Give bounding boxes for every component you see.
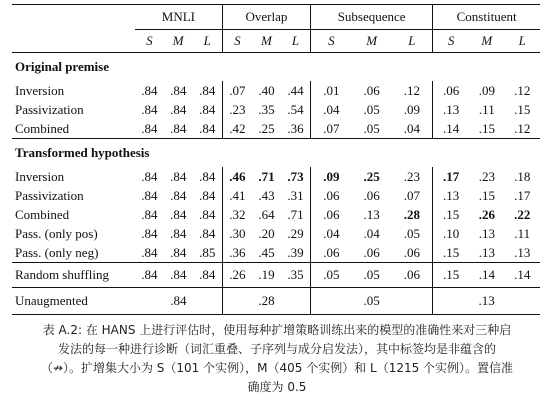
caption-line: 确度为 0.5 (247, 380, 307, 394)
table-row (12, 224, 540, 243)
cell: .84 (141, 225, 158, 241)
cell: .15 (433, 205, 469, 224)
cell: .07 (403, 187, 420, 203)
cell: .06 (311, 186, 352, 205)
cell: .84 (199, 101, 216, 117)
cell: .84 (170, 101, 187, 117)
cell: .18 (514, 168, 531, 184)
cell: .84 (199, 120, 216, 136)
cell: .10 (433, 224, 469, 243)
cell: .84 (141, 168, 158, 184)
cell: .05 (311, 263, 352, 288)
row-label: Inversion (15, 168, 65, 184)
cell: .35 (281, 263, 311, 288)
cell: .06 (433, 81, 469, 100)
row-label: Pass. (only pos) (15, 225, 98, 241)
cell: .17 (514, 187, 531, 203)
size-header: M (481, 33, 493, 48)
cell: .84 (141, 187, 158, 203)
cell: .15 (514, 101, 531, 117)
table-row (12, 81, 540, 100)
cell: .06 (311, 243, 352, 263)
cell: .19 (252, 263, 281, 288)
table-row (12, 205, 540, 224)
results-table (12, 4, 540, 315)
group-header-overlap: Overlap (222, 5, 310, 30)
cell: .05 (363, 120, 380, 136)
cell: .84 (199, 206, 216, 222)
cell: .84 (141, 120, 158, 136)
table-row (12, 100, 540, 119)
cell: .29 (287, 225, 304, 241)
group-header-subsequence: Subsequence (311, 5, 433, 30)
cell: .41 (222, 186, 252, 205)
row-label: Pass. (only neg) (15, 244, 99, 260)
cell: .84 (164, 263, 193, 288)
cell: .84 (170, 206, 187, 222)
cell: .35 (258, 101, 275, 117)
cell: .84 (170, 120, 187, 136)
cell: .14 (469, 263, 504, 288)
size-header: L (518, 33, 526, 48)
cell: .04 (311, 224, 352, 243)
cell: .04 (403, 120, 420, 136)
cell: .84 (141, 82, 158, 98)
cell: .23 (478, 168, 495, 184)
cell: .12 (514, 120, 531, 136)
row-label: Combined (15, 120, 70, 136)
cell: .15 (433, 263, 469, 288)
cell: .06 (392, 263, 433, 288)
size-header: M (261, 33, 272, 48)
row-label: Passivization (15, 187, 84, 203)
cell-best: .28 (403, 206, 420, 222)
table-row (12, 288, 540, 315)
cell: .36 (287, 120, 304, 136)
cell-best: .22 (514, 206, 531, 222)
size-header: L (408, 33, 416, 48)
cell: .23 (403, 168, 420, 184)
cell: .84 (170, 82, 187, 98)
table-row (12, 263, 540, 288)
cell: .71 (287, 206, 304, 222)
group-header-row (12, 5, 540, 30)
cell: .04 (311, 100, 352, 119)
table-row (12, 243, 540, 263)
size-header: L (203, 33, 211, 48)
cell: .20 (258, 225, 275, 241)
cell: .15 (433, 243, 469, 263)
cell: .05 (403, 225, 420, 241)
table-row (12, 167, 540, 186)
cell: .23 (222, 100, 252, 119)
cell: .11 (478, 101, 495, 117)
cell: .84 (170, 187, 187, 203)
cell: .14 (505, 263, 541, 288)
cell: .05 (352, 263, 392, 288)
cell: .13 (363, 206, 380, 222)
size-header: S (222, 30, 252, 53)
cell: .06 (363, 187, 380, 203)
cell: .15 (478, 187, 495, 203)
cell: .84 (199, 225, 216, 241)
cell: .64 (258, 206, 275, 222)
cell: .01 (311, 81, 352, 100)
group-header-constituent: Constituent (433, 5, 540, 30)
cell: .07 (222, 81, 252, 100)
size-header: S (146, 33, 153, 48)
row-label: Passivization (15, 101, 84, 117)
cell: .45 (258, 244, 275, 260)
caption-line: （↛）。扩增集大小为 S（101 个实例），M（405 个实例）和 L（1215 个实例）。置信准 (40, 361, 514, 375)
cell: .84 (141, 244, 158, 260)
cell: .43 (258, 187, 275, 203)
table-row (12, 186, 540, 205)
cell-best: .25 (363, 168, 380, 184)
cell: .30 (222, 224, 252, 243)
cell: .06 (403, 244, 420, 260)
cell: .44 (287, 82, 304, 98)
cell: .36 (222, 243, 252, 263)
row-label: Unaugmented (12, 288, 135, 315)
cell: .84 (135, 288, 222, 315)
cell: .85 (199, 244, 216, 260)
cell: .32 (222, 205, 252, 224)
caption-line: 表 A.2: 在 HANS 上进行评估时，使用每种扩增策略训练出来的模型的准确性来对三种启 (42, 323, 512, 337)
cell: .84 (199, 82, 216, 98)
cell-best: .26 (478, 206, 495, 222)
section-title-original-premise: Original premise (12, 53, 540, 82)
cell: .05 (363, 101, 380, 117)
table-row (12, 119, 540, 139)
cell: .13 (478, 244, 495, 260)
caption-line: 发法的每一种进行诊断（词汇重叠、子序列与成分启发法），其中标签均是非蕴含的 (57, 342, 496, 356)
cell: .42 (222, 119, 252, 139)
cell: .06 (311, 205, 352, 224)
cell: .12 (403, 82, 420, 98)
row-label: Combined (15, 206, 70, 222)
cell: .14 (433, 119, 469, 139)
cell-best: .73 (287, 168, 304, 184)
cell: .39 (287, 244, 304, 260)
group-header-mnli: MNLI (135, 5, 222, 30)
cell: .31 (287, 187, 304, 203)
cell: .40 (258, 82, 275, 98)
table-caption (6, 321, 548, 397)
cell: .13 (478, 225, 495, 241)
cell: .15 (478, 120, 495, 136)
cell: .84 (135, 263, 164, 288)
section-header-row (12, 139, 540, 168)
cell: .25 (258, 120, 275, 136)
cell-best: .46 (222, 167, 252, 186)
cell: .12 (514, 82, 531, 98)
row-label: Inversion (15, 82, 65, 98)
cell: .28 (222, 288, 310, 315)
cell: .84 (141, 206, 158, 222)
cell: .13 (433, 186, 469, 205)
row-label: Random shuffling (12, 263, 135, 288)
cell: .06 (363, 244, 380, 260)
section-header-row (12, 53, 540, 82)
size-header-row (12, 30, 540, 53)
cell: .84 (170, 225, 187, 241)
size-header: M (366, 33, 378, 48)
cell: .09 (478, 82, 495, 98)
cell: .84 (193, 263, 223, 288)
cell-best: .17 (433, 167, 469, 186)
cell: .09 (403, 101, 420, 117)
cell: .54 (287, 101, 304, 117)
cell: .05 (311, 288, 433, 315)
cell-best: .09 (311, 167, 352, 186)
size-header: L (291, 33, 300, 48)
cell: .84 (199, 187, 216, 203)
section-title-transformed-hypothesis: Transformed hypothesis (12, 139, 540, 168)
cell: .13 (433, 100, 469, 119)
cell: .11 (514, 225, 531, 241)
cell: .84 (199, 168, 216, 184)
cell: .13 (433, 288, 540, 315)
size-header: S (311, 30, 352, 53)
cell: .13 (514, 244, 531, 260)
cell: .26 (222, 263, 252, 288)
cell-best: .71 (258, 168, 275, 184)
cell: .84 (170, 168, 187, 184)
size-header: M (172, 33, 184, 48)
cell: .84 (170, 244, 187, 260)
cell: .84 (141, 101, 158, 117)
size-header: S (433, 30, 469, 53)
cell: .06 (363, 82, 380, 98)
cell: .07 (311, 119, 352, 139)
cell: .04 (363, 225, 380, 241)
